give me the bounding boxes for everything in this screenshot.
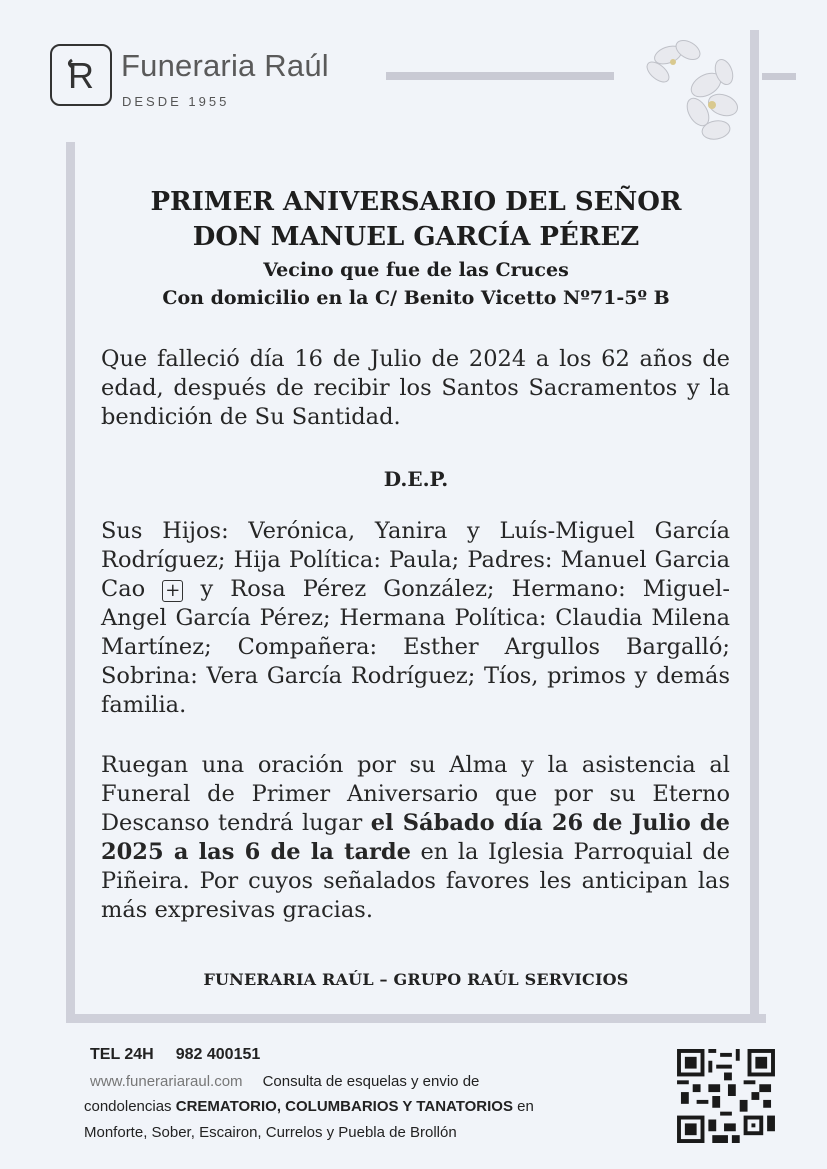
subtitle-line-1: Vecino que fue de las Cruces [263,259,569,281]
logo-icon [50,44,112,106]
brand-since: DESDE 1955 [122,94,230,109]
condolences-text: condolencias [84,1098,172,1115]
prayer-text-2: en la Iglesia Parroquial de Piñeira. Por cuyos señalados favores les anticipan las más expresivas gracias. [101,839,730,923]
tel-number[interactable]: 982 400151 [175,1046,261,1063]
family-text-2: y Rosa Pérez González; Hermano: Miguel- Angel García Pérez; Hermana Política: Claudia Milena Martínez; Compañera: Esther Argullos Bargalló; Sobrina: Vera García Rodríguez; Tíos, primos y demás familia. [101,576,730,718]
svg-text:R: R [68,55,94,96]
brand-name: Funeraria Raúl [121,48,329,83]
subtitle-line-2: Con domicilio en la C/ Benito Vicetto Nº71-5º B [162,287,670,309]
logo-r-icon [52,46,109,103]
services-line [84,1098,534,1115]
cross-icon: + [162,580,183,602]
locations-line: Monforte, Sober, Escairon, Currelos y Puebla de Brollón [84,1124,457,1141]
family-text-1: Sus Hijos: Verónica, Yanira y Luís-Miguel García Rodríguez; Hija Política: Paula; Padres: Manuel Garcia Cao [101,518,730,602]
death-paragraph: Que falleció día 16 de Julio de 2024 a los 62 años de edad, después de recibir los Santos Sacramentos y la bendición de Su Santidad. [101,346,730,430]
frame-left [66,142,75,1020]
qr-code-icon[interactable] [677,1049,775,1143]
in-text: en [517,1098,534,1115]
flowers-icon [628,30,743,150]
title-line-1: PRIMER ANIVERSARIO DEL SEÑOR [150,187,682,217]
dep-heading: D.E.P. [383,467,449,491]
frame-bottom [66,1014,766,1023]
frame-top-right-bar [762,73,796,80]
website-link[interactable]: www.funerariaraul.com [90,1073,243,1090]
family-paragraph [101,517,730,720]
website-line [90,1073,479,1090]
signature: FUNERARIA RAÚL – GRUPO RAÚL SERVICIOS [203,970,629,989]
tel-label: TEL 24H [90,1046,154,1063]
title-line-2: DON MANUEL GARCÍA PÉREZ [192,222,640,252]
consult-text: Consulta de esquelas y envio de [262,1073,480,1090]
frame-right [750,30,759,1020]
service-date: el Sábado día 26 de Julio de 2025 a las 6 de la tarde [101,810,730,865]
prayer-paragraph [101,751,730,925]
frame-top-bar [386,72,614,80]
services-text: CREMATORIO, COLUMBARIOS Y TANATORIOS [175,1098,513,1115]
phone-line [90,1046,282,1064]
prayer-text-1: Ruegan una oración por su Alma y la asistencia al Funeral de Primer Aniversario que por su Eterno Descanso tendrá lugar [101,752,730,836]
